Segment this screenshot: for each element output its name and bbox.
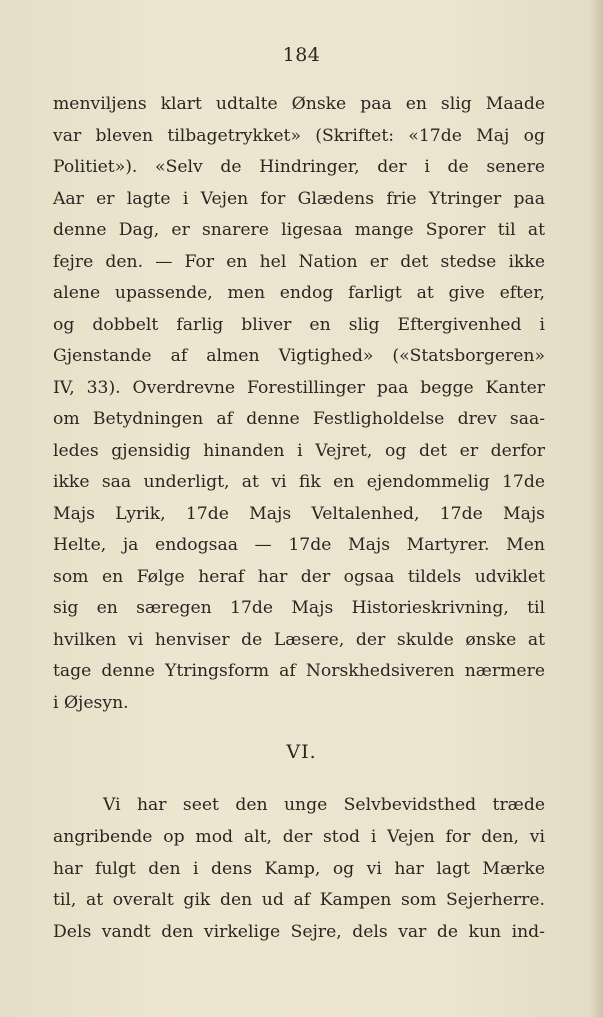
text-line: alene upassende, men endog farligt at give efter,	[53, 283, 545, 303]
text-line: angribende op mod alt, der stod i Vejen for den, vi	[53, 826, 545, 847]
text-line: sig en særegen 17de Majs Historieskrivning, til	[53, 598, 545, 618]
text-line: om Betydningen af denne Festligholdelse drev saa-	[53, 409, 545, 429]
text-line: som en Følge heraf har der ogsaa tildels udviklet	[53, 566, 545, 587]
text-line: i Øjesyn.	[53, 692, 129, 713]
text-line: fejre den. — For en hel Nation er det stedse ikke	[53, 251, 545, 272]
text-line: Politiet»). «Selv de Hindringer, der i de senere	[53, 157, 545, 177]
text-line: Aar er lagte i Vejen for Glædens frie Ytringer paa	[53, 188, 545, 209]
text-line: denne Dag, er snarere ligesaa mange Sporer til at	[53, 220, 545, 240]
text-line: Helte, ja endogsaa — 17de Majs Martyrer. Men	[53, 535, 545, 555]
text-line: menviljens klart udtalte Ønske paa en slig Maade	[53, 94, 545, 114]
text-line: Gjenstande af almen Vigtighed» («Statsborgeren»	[53, 346, 545, 366]
paragraph-2	[53, 790, 545, 949]
paragraph-1	[53, 89, 545, 719]
text-line: IV, 33). Overdrevne Forestillinger paa begge Kanter	[53, 377, 545, 398]
text-line: Dels vandt den virkelige Sejre, dels var de kun ind-	[53, 922, 545, 943]
text-line: har fulgt den i dens Kamp, og vi har lagt Mærke	[53, 858, 545, 879]
text-line: Majs Lyrik, 17de Majs Veltalenhed, 17de Majs	[53, 503, 545, 524]
text-line: tage denne Ytringsform af Norskhedsiveren nærmere	[53, 661, 545, 681]
section-heading: VI.	[286, 741, 317, 763]
page-edge-shadow	[589, 0, 603, 1017]
text-line: til, at overalt gik den ud af Kampen som Sejerherre.	[53, 890, 545, 911]
text-line: ledes gjensidig hinanden i Vejret, og det er derfor	[53, 440, 545, 461]
text-line: Vi har seet den unge Selvbevidsthed træde	[103, 795, 545, 815]
text-line: hvilken vi henviser de Læsere, der skulde ønske at	[53, 629, 545, 650]
text-line: og dobbelt farlig bliver en slig Eftergivenhed i	[53, 314, 545, 335]
text-line: ikke saa underligt, at vi fik en ejendommelig 17de	[53, 472, 545, 492]
page-number: 184	[282, 44, 321, 66]
text-line: var bleven tilbagetrykket» (Skriftet: «17de Maj og	[53, 125, 545, 146]
